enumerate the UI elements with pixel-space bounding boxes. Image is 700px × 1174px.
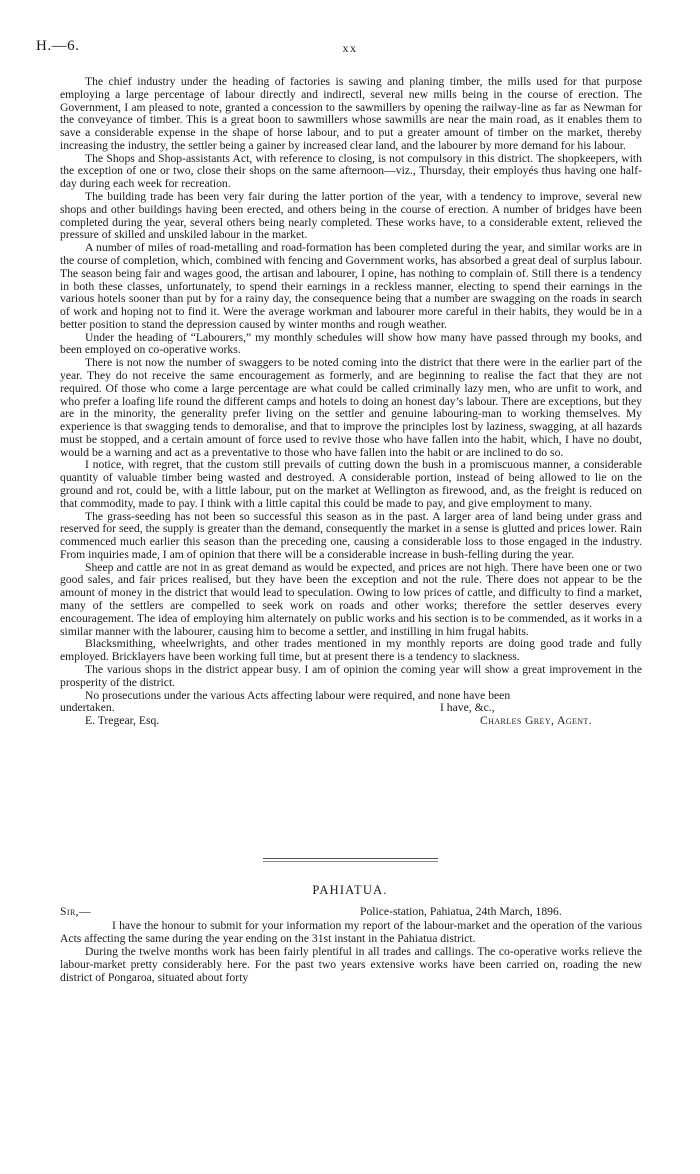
paragraph-building-trade: The building trade has been very fair during the latter portion of the year, with a tendency to improve, several new shops and other buildings having been erected, and others being in the course of erection. A number of bridges have been completed during the year, several others being nearly completed. These works have, to a considerable extent, relieved the pressure of skilled and unskiled labour in the market. <box>60 190 642 242</box>
paragraph-prosecutions: No prosecutions under the various Acts affecting labour were required, and none have been <box>85 688 511 702</box>
closing-word: undertaken. <box>60 701 115 715</box>
report-reference: H.—6. <box>36 38 80 54</box>
report-body <box>60 76 642 728</box>
paragraph-swaggers: There is not now the number of swaggers to be noted coming into the district that there were in the earlier part of the year. They do not receive the same encouragement as formerly, and are beginning to realise the fact that they are not required. Of those who come a large percentage are what could be called criminally lazy men, who are unfit to work, and who prefer a loafing life round the different camps and hotels to doing an honest day’s labour. There are exceptions, but they are in the minority, the generality prefer living on the settler and genuine labouring-man to working themselves. My experience is that swagging tends to demoralise, and that to improve the principles lost by laziness, swagging, at all hazards must be stopped, and a certain amount of force used to revive those who have fallen into the habit, which, I have no doubt, would be a warning and act as a preventative to those who have fallen into the habit or are inclined to do so. <box>60 356 642 459</box>
paragraph-shops-act: The Shops and Shop-assistants Act, with reference to closing, is not compulsory in this district. The shopkeepers, with the exception of one or two, close their shops on the same afternoon—viz., Thursday, their employés thus having one half-day during each week for recreation. <box>60 151 642 191</box>
paragraph-sheep-cattle: Sheep and cattle are not in as great demand as would be expected, and prices are not high. There have been one or two good sales, and fair prices realised, but they have been the exception and not the rule. There does not appear to be the amount of money in the district that would lead to speculation. Owing to low prices of cattle, and difficulty to find a market, many of the settlers are compelled to seek work on roads and other works; therefore the settler deserves every encouragement. The idea of employing him alternately on public works and his section is to be commended, as it works in a similar manner with the labourer, causing him to become a settler, and instilling in him frugal habits. <box>60 560 642 638</box>
paragraph-blacksmithing: Blacksmithing, wheelwrights, and other trades mentioned in my monthly reports are doing good trade and fully employed. Bricklayers have been working full time, but at present there is a tendency to slackness. <box>60 637 642 664</box>
paragraph-grass-seeding: The grass-seeding has not been so successful this season as in the past. A larger area of land being under grass and reserved for seed, the supply is greater than the demand, consequently the market in a sense is glutted and prices lower. Rain commenced much earlier this season than the preceding one, causing a considerable loss to those engaged in the industry. From inquiries made, I am of opinion that there will be a considerable increase in bush-felling during the year. <box>60 509 642 561</box>
section-divider-second <box>263 861 438 862</box>
letter-paragraph-work: During the twelve months work has been fairly plentiful in all trades and callings. The co-operative works relieve the labour-market pretty considerably here. For the past two years extensive works have been carried on, roading the new district of Pongaroa, situated about forty <box>60 944 642 984</box>
page-number: xx <box>342 41 358 55</box>
paragraph-bush-cutting: I notice, with regret, that the custom still prevails of cutting down the bush in a promiscuous manner, a considerable quantity of valuable timber being wasted and destroyed. A considerable portion, instead of being allowed to lie on the ground and rot, could be, with a little labour, put on the market at Wellington as firewood, and, as the freight is reduced on that commodity, made to pay. I think with a little capital this could be made to pay, and give employment to many. <box>60 458 642 510</box>
section-divider <box>263 858 438 859</box>
salutation: Sir,— <box>60 905 92 918</box>
dateline: Police-station, Pahiatua, 24th March, 1896. <box>360 905 562 918</box>
paragraph-road-works: A number of miles of road-metalling and road-formation has been completed during the year, and similar works are in the course of completion, which, combined with fencing and Government works, has absorbed a great deal of surplus labour. The season being fair and wages good, the artisan and labourer, I opine, has nothing to complain of. Still there is a tendency in both these classes, unfortunately, to spend their earnings in a reckless manner, electing to spend their earnings in the various hotels sooner than put by for a rainy day, the consequence being that a number are swagging on the roads in search of work and hoping not to find it. Were the average workman and labourer more careful in their habits, they would be in a better position to stand the depression caused by winter months and rough weather. <box>60 241 642 331</box>
paragraph-factories: The chief industry under the heading of factories is sawing and planing timber, the mills used for that purpose employing a large percentage of labour directly and indirectl, several new mills being in the course of erection. The Government, I am pleased to note, granted a concession to the sawmillers by opening the railway-line as far as Newman for the conveyance of timber. This is a great boon to sawmillers whose sawmills are near the main road, as it enables them to save a considerable expense in the shape of horse labour, and to put a greater amount of timber on the market, thereby increasing the industry, the settler being a gainer by increased clear land, and the labourer by more demand for his labour. <box>60 75 642 152</box>
addressee: E. Tregear, Esq. <box>85 714 160 728</box>
pahiatua-letter <box>60 906 642 985</box>
section-title: PAHIATUA. <box>312 883 388 897</box>
signature: Charles Grey, Agent. <box>480 714 593 728</box>
paragraph-shops: The various shops in the district appear busy. I am of opinion the coming year will show a great improvement in the prosperity of the district. <box>60 662 642 689</box>
closing-have: I have, &c., <box>440 701 495 715</box>
letter-paragraph-intro: I have the honour to submit for your information my report of the labour-market and the operation of the various Acts affecting the same during the year ending on the 31st instant in the Pahiatua district. <box>60 919 642 945</box>
paragraph-labourers: Under the heading of “Labourers,” my monthly schedules will show how many have passed through my books, and been employed on co-operative works. <box>60 330 642 357</box>
closing-block <box>60 690 642 729</box>
